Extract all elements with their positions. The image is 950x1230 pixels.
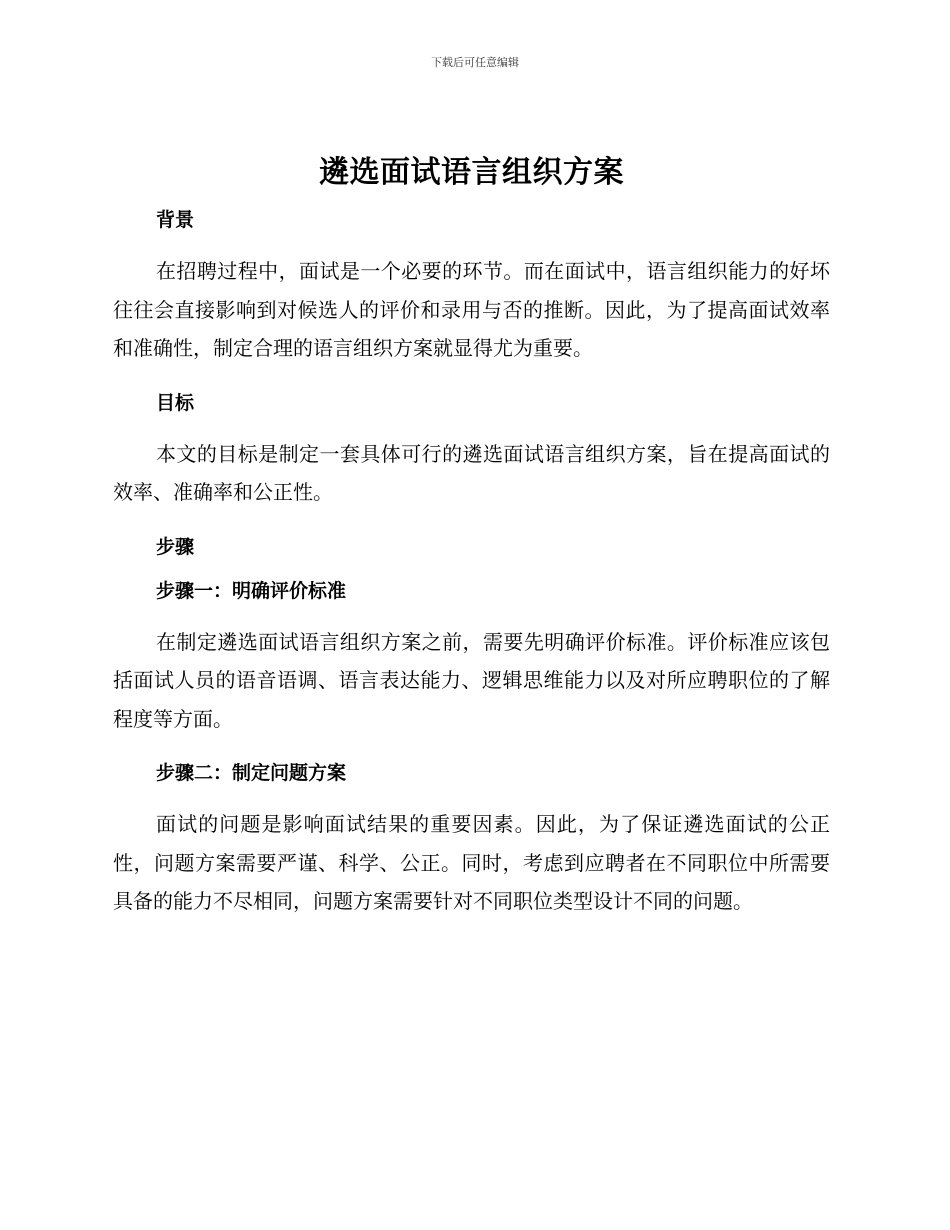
paragraph-background: 在招聘过程中，面试是一个必要的环节。而在面试中，语言组织能力的好坏往往会直接影响到对候选人的评价和录用与否的推断。因此，为了提高面试效率和准确性，制定合理的语言组织方案就显得尤为重要。	[113, 259, 830, 360]
heading-goal: 目标	[156, 391, 195, 414]
paragraph-goal: 本文的目标是制定一套具体可行的遴选面试语言组织方案，旨在提高面试的效率、准确率和公正性。	[113, 441, 830, 504]
document-title: 遴选面试语言组织方案	[319, 155, 624, 190]
heading-steps: 步骤	[156, 535, 195, 558]
heading-step-1: 步骤一：明确评价标准	[156, 579, 347, 602]
heading-background: 背景	[156, 209, 195, 231]
heading-step-2: 步骤二：制定问题方案	[156, 762, 347, 784]
document-body	[113, 148, 830, 934]
paragraph-step-2: 面试的问题是影响面试结果的重要因素。因此，为了保证遴选面试的公正性，问题方案需要严谨、科学、公正。同时，考虑到应聘者在不同职位中所需要具备的能力不尽相同，问题方案需要针对不同职位类型设计不同的问题。	[113, 812, 830, 913]
page-header-note: 下载后可任意编辑	[431, 56, 519, 69]
paragraph-step-1: 在制定遴选面试语言组织方案之前，需要先明确评价标准。评价标准应该包括面试人员的语音语调、语言表达能力、逻辑思维能力以及对所应聘职位的了解程度等方面。	[113, 629, 830, 731]
